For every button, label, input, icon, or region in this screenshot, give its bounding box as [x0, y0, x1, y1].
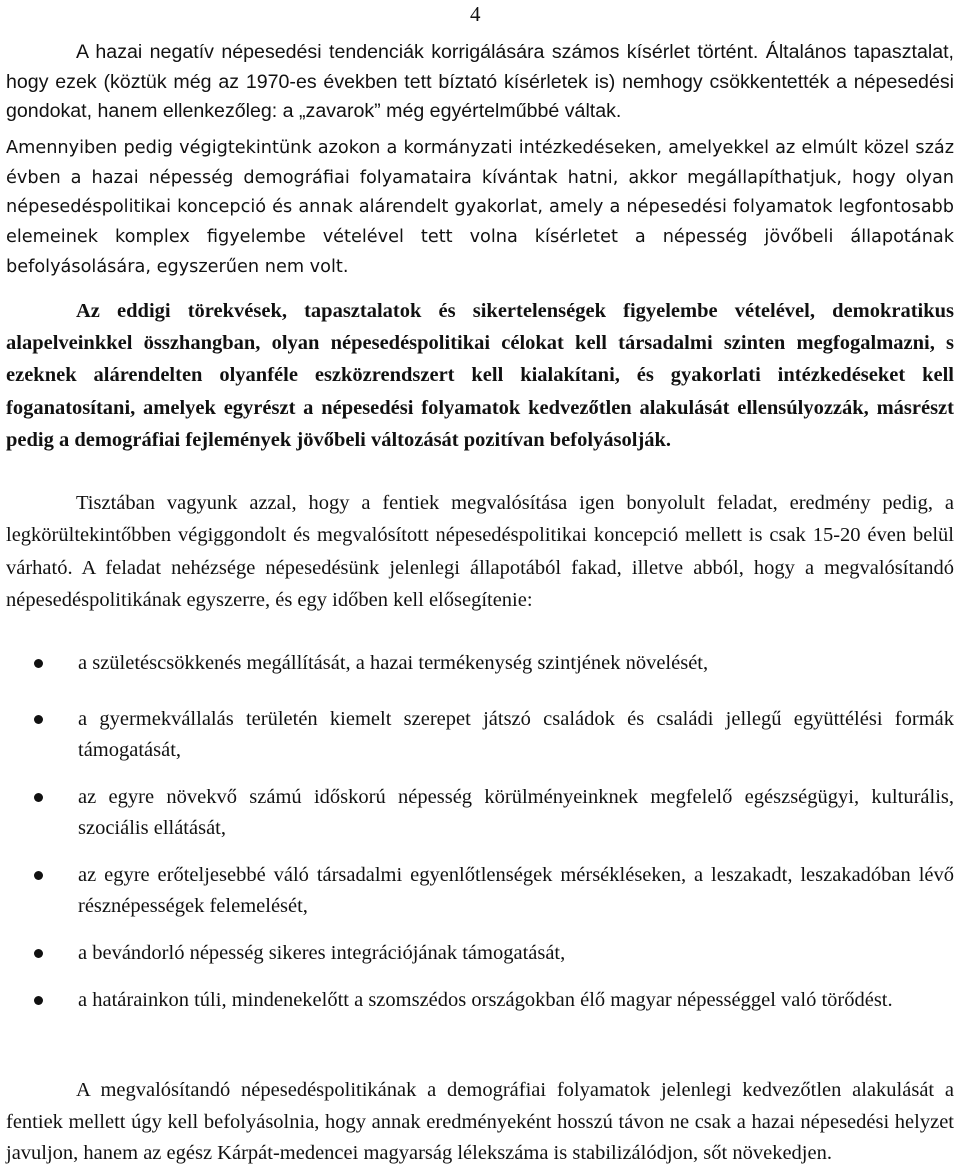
list-item-text: a bevándorló népesség sikeres integrációjának támogatását, [78, 942, 566, 964]
paragraph-intro-text: A hazai negatív népesedési tendenciák korrigálására számos kísérlet történt. Általános tapasztalat, hogy ezek (köztük még az 1970-es években tett bíztató kísérletek is) nemhogy csökkentették a népesedési gondokat, hanem ellenkezőleg: a „zavarok” még egyértelműbbé váltak. [6, 41, 954, 123]
list-item [0, 648, 954, 679]
list-item [0, 782, 954, 844]
list-item-text: a határainkon túli, mindenekelőtt a szomszédos országokban élő magyar népességgel való törődést. [78, 989, 893, 1011]
list-item-text: az egyre növekvő számú időskorú népesség körülményeinknek megfelelő egészségügyi, kulturális, szociális ellátását, [78, 786, 954, 839]
bullet-icon [34, 659, 43, 668]
list-item [0, 938, 954, 969]
list-item-text: az egyre erőteljesebbé váló társadalmi egyenlőtlenségek mérsékléseken, a leszakadt, leszakadóban lévő résznépességek felemelését, [78, 864, 954, 917]
page-number: 4 [470, 2, 481, 26]
paragraph-government-measures: Amennyiben pedig végigtekintünk azokon a kormányzati intézkedéseken, amelyekkel az elmúlt közel száz évben a hazai népesség demográfiai folyamataira kívántak hatni, akkor megállapíthatjuk, hogy olyan népesedéspolitikai koncepció és annak alárendelt gyakorlat, amely a népesedési folyamatok legfontosabb elemeinek komplex figyelembe vételével tett volna kísérletet a népesség jövőbeli állapotának befolyásolására, egyszerűen nem volt. [6, 138, 954, 277]
bullet-icon [34, 996, 43, 1005]
list-item-text: a születéscsökkenés megállítását, a hazai termékenység szintjének növelését, [78, 652, 709, 674]
bullet-icon [34, 949, 43, 958]
bullet-icon [34, 793, 43, 802]
paragraph-intro [6, 38, 954, 127]
bullet-list [0, 648, 954, 1016]
list-item-text: a gyermekvállalás területén kiemelt szerepet játszó családok és családi jellegű együttélési formák támogatását, [78, 708, 954, 761]
list-item [0, 985, 954, 1016]
paragraph-complexity [6, 487, 954, 617]
list-item [0, 704, 954, 766]
paragraph-conclusion-text: A megvalósítandó népesedéspolitikának a demográfiai folyamatok jelenlegi kedvezőtlen alakulását a fentiek mellett úgy kell befolyásolnia, hogy annak eredményeként hosszú távon ne csak a hazai népesedési helyzet javuljon, hanem az egész Kárpát-medencei magyarság lélekszáma is stabilizálódjon, sőt növekedjen. [6, 1079, 954, 1164]
paragraph-policy-goals [6, 295, 954, 456]
bullet-icon [34, 871, 43, 880]
paragraph-conclusion [6, 1075, 954, 1170]
paragraph-policy-goals-text: Az eddigi törekvések, tapasztalatok és sikertelenségek figyelembe vételével, demokratikus alapelveinkkel összhangban, olyan népesedéspolitikai célokat kell társadalmi szinten megfogalmazni, s ezeknek alárendelten olyanféle eszközrendszert kell kialakítani, és gyakorlati intézkedéseket kell foganatosítani, amelyek egyrészt a népesedési folyamatok kedvezőtlen alakulását ellensúlyozzák, másrészt pedig a demográfiai fejlemények jövőbeli változását pozitívan befolyásolják. [6, 300, 954, 451]
bullet-icon [34, 715, 43, 724]
list-item [0, 860, 954, 922]
paragraph-complexity-text: Tisztában vagyunk azzal, hogy a fentiek megvalósítása igen bonyolult feladat, eredmény pedig, a legkörültekintőbben végiggondolt és megvalósított népesedéspolitikai koncepció mellett is csak 15-20 éven belül várható. A feladat nehézsége népesedésünk jelenlegi állapotából fakad, illetve abból, hogy a megvalósítandó népesedéspolitikának egyszerre, és egy időben kell elősegítenie: [6, 492, 954, 612]
